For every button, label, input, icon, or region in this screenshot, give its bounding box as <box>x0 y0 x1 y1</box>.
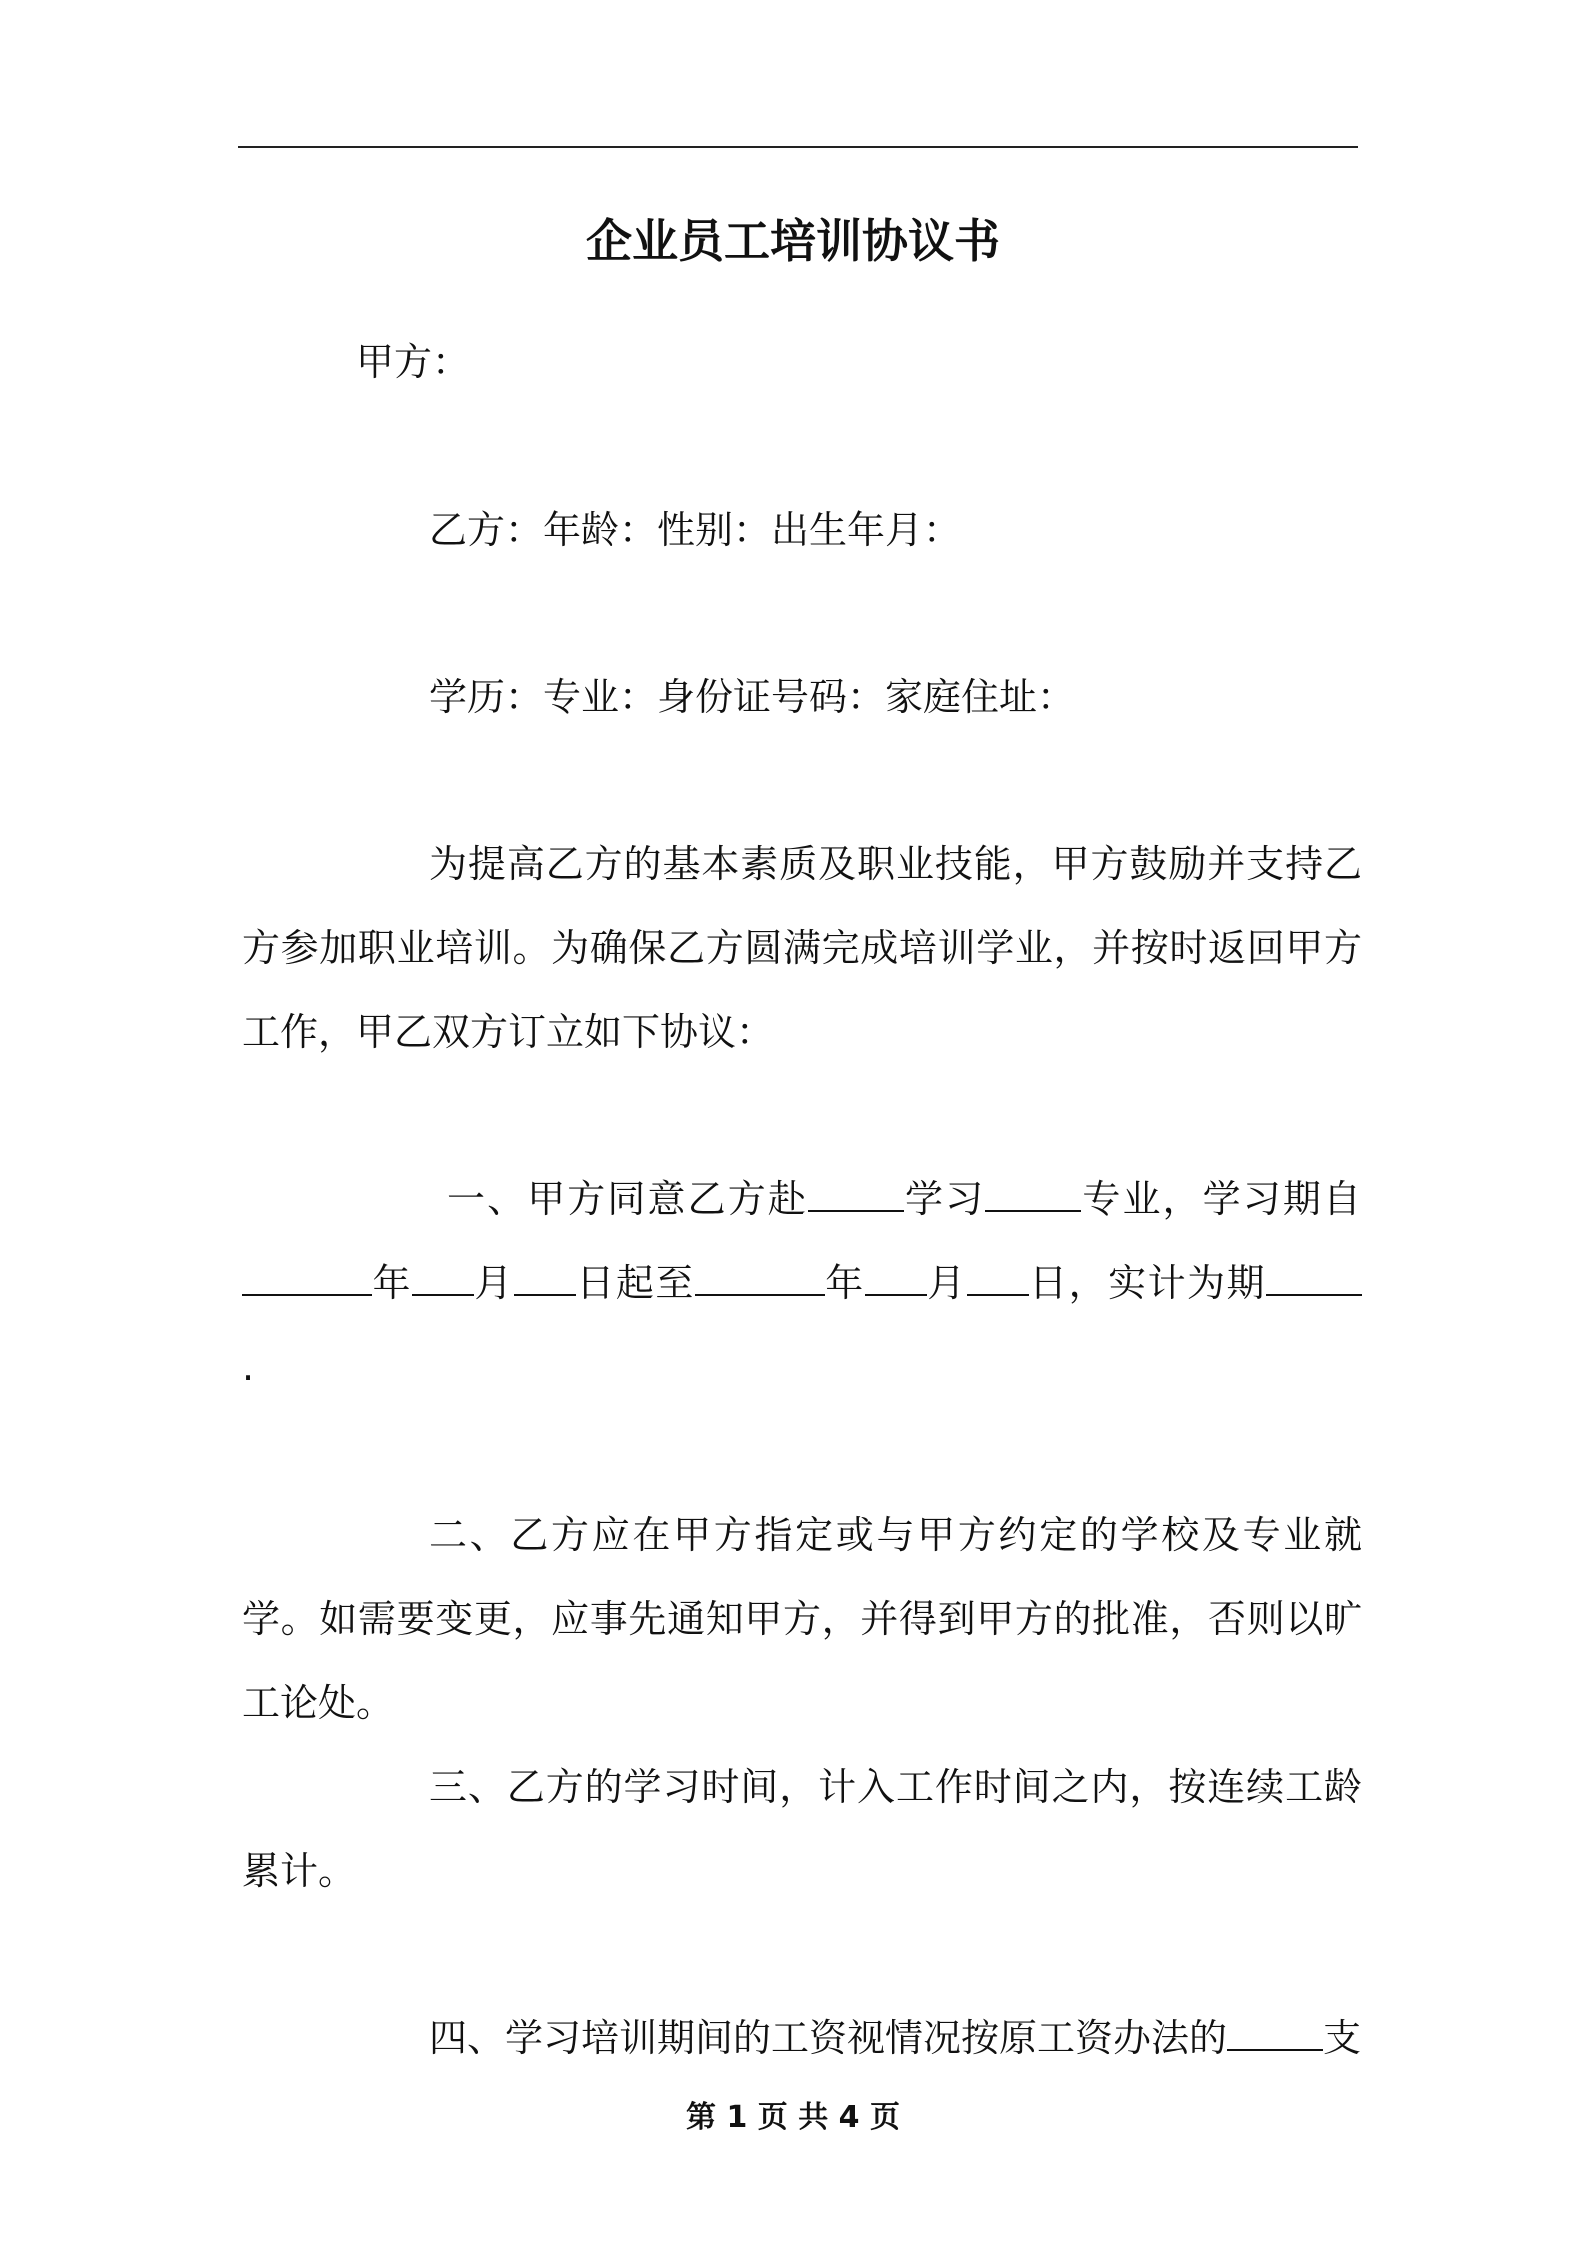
clause-1-text: 日起至 <box>575 1261 695 1305</box>
page-number: 第 1 页 共 4 页 <box>686 2100 900 2135</box>
clause-1-text: 月 <box>473 1261 514 1305</box>
document-title: 企业员工培训协议书 <box>586 214 1000 268</box>
blank-salary <box>1227 2019 1323 2051</box>
blank-school <box>808 1180 904 1212</box>
blank-start-day <box>514 1264 576 1296</box>
party-b-details: 学历：专业：身份证号码：家庭住址： <box>429 675 1076 719</box>
clause-1-text: 年 <box>372 1261 412 1305</box>
blank-end-day <box>967 1264 1029 1296</box>
clause-4 <box>429 2013 1361 2063</box>
party-a-label: 甲方： <box>356 340 471 384</box>
clause-1-text: 月 <box>926 1261 967 1305</box>
header-rule <box>238 146 1358 148</box>
intro-paragraph: 为提高乙方的基本素质及职业技能，甲方鼓励并支持乙方参加职业培训。为确保乙方圆满完成培训学业，并按时返回甲方工作，甲乙双方订立如下协议： <box>242 842 1362 1054</box>
blank-start-year <box>242 1264 372 1296</box>
clause-1-text: . <box>242 1345 256 1389</box>
clause-2: 二、乙方应在甲方指定或与甲方约定的学校及专业就学。如需要变更，应事先通知甲方，并得到甲方的批准，否则以旷工论处。 <box>242 1513 1362 1725</box>
blank-end-month <box>865 1264 927 1296</box>
blank-major <box>985 1180 1081 1212</box>
clause-1-text: 一、甲方同意乙方赴 <box>447 1177 808 1221</box>
blank-start-month <box>412 1264 474 1296</box>
clause-4-text: 四、学习培训期间的工资视情况按原工资办法的 <box>429 2016 1228 2060</box>
clause-1-text: 专业，学习期自 <box>1081 1177 1362 1221</box>
party-b-info: 乙方：年龄：性别：出生年月： <box>429 508 962 552</box>
blank-end-year <box>695 1264 825 1296</box>
clause-1 <box>242 1157 1362 1409</box>
clause-1-text: 日，实计为期 <box>1028 1261 1266 1305</box>
clause-1-text: 学习 <box>903 1177 986 1221</box>
clause-3: 三、乙方的学习时间，计入工作时间之内，按连续工龄累计。 <box>242 1765 1362 1893</box>
clause-4-text: 支 <box>1323 2016 1362 2060</box>
clause-1-text: 年 <box>824 1261 865 1305</box>
blank-duration <box>1266 1264 1362 1296</box>
